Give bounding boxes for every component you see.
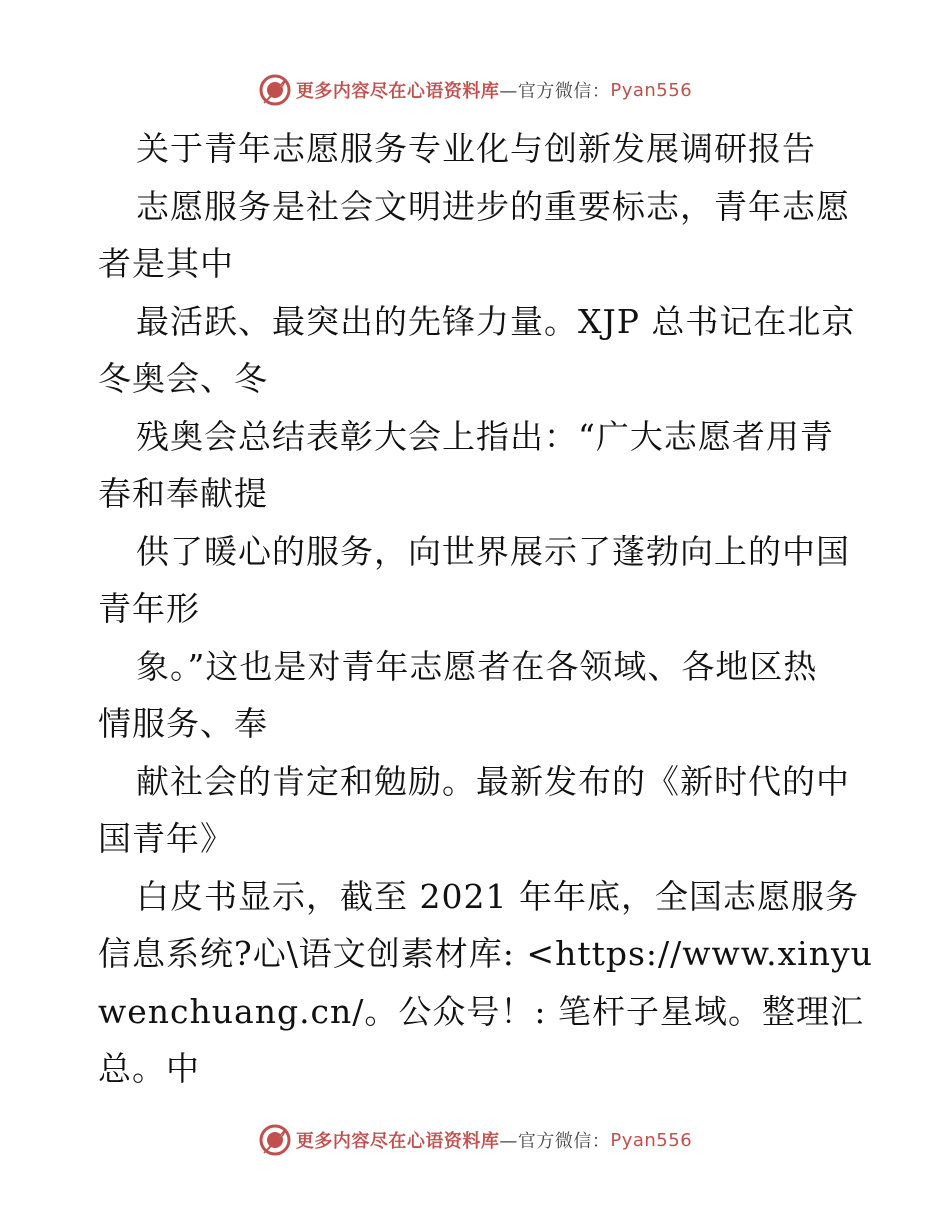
text-line: 冬奥会、冬 [98, 359, 268, 398]
quill-logo-icon [258, 1123, 292, 1157]
text-line: 春和奉献提 [98, 474, 268, 513]
header-banner [0, 70, 950, 110]
text-line: 青年形 [98, 589, 200, 628]
banner-site-name: 更多内容尽在心语资料库 [295, 1131, 500, 1152]
quill-logo-icon [258, 73, 292, 107]
text-line: 最活跃、最突出的先锋力量。XJP 总书记在北京 [136, 301, 856, 341]
footer-banner [0, 1120, 950, 1160]
text-line: 者是其中 [98, 244, 234, 283]
banner-wechat-id: Pyan556 [610, 1129, 693, 1151]
text-line: 情服务、奉 [98, 704, 268, 743]
text-line: 献社会的肯定和勉励。最新发布的《新时代的中 [136, 761, 850, 801]
text-line: 象。”这也是对青年志愿者在各领域、各地区热 [136, 646, 818, 686]
text-line: 志愿服务是社会文明进步的重要标志，青年志愿 [136, 186, 850, 226]
text-line: 残奥会总结表彰大会上指出：“广大志愿者用青 [136, 416, 834, 456]
banner-wechat-label: —官方微信： [499, 81, 611, 102]
text-line: 关于青年志愿服务专业化与创新发展调研报告 [136, 129, 816, 168]
text-line: 白皮书显示，截至 2021 年年底，全国志愿服务 [136, 876, 859, 916]
banner-wechat-label: —官方微信： [499, 1131, 611, 1152]
text-line: 国青年》 [98, 819, 234, 858]
banner-site-name: 更多内容尽在心语资料库 [295, 81, 500, 102]
text-line: 信息系统?心\语文创素材库: <https://www.xinyu [98, 934, 873, 973]
document-body [98, 120, 873, 1098]
text-line: 总。中 [98, 1049, 200, 1088]
text-line: wenchuang.cn/。公众号！: 笔杆子星域。整理汇 [98, 991, 865, 1031]
text-line: 供了暖心的服务，向世界展示了蓬勃向上的中国 [136, 531, 850, 571]
banner-wechat-id: Pyan556 [610, 79, 693, 101]
